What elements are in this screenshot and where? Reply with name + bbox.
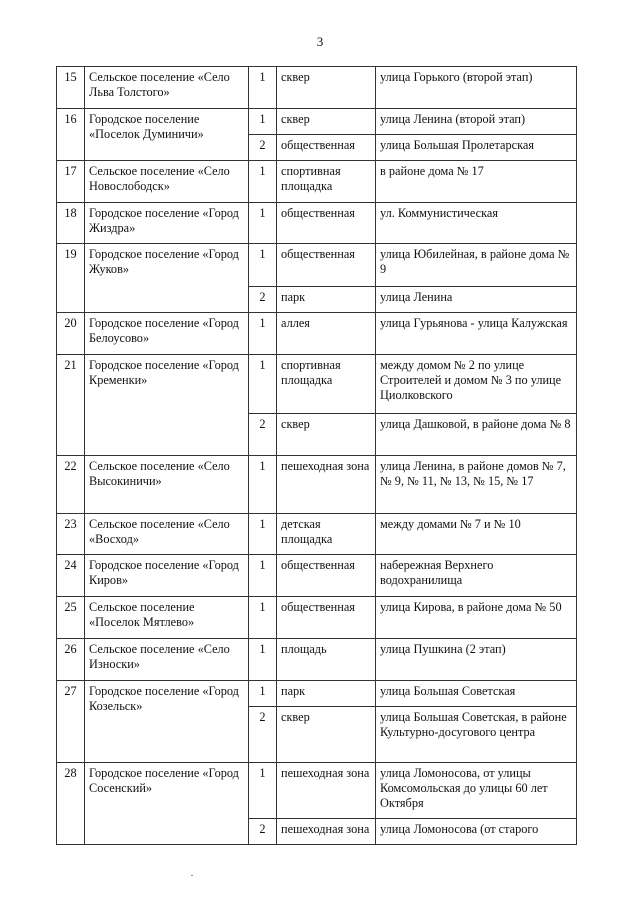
site-type: общественная xyxy=(277,244,376,287)
settlement-name: Сельское поселение «Поселок Мятлево» xyxy=(85,597,249,639)
row-number: 21 xyxy=(57,355,85,456)
site-address: улица Ленина xyxy=(376,287,577,313)
table-row xyxy=(57,355,577,414)
row-number: 15 xyxy=(57,67,85,109)
row-number: 19 xyxy=(57,244,85,313)
site-type: общественная xyxy=(277,135,376,161)
settlement-name: Сельское поселение «Село Высокиничи» xyxy=(85,456,249,514)
page-number: 3 xyxy=(316,34,324,49)
site-type: сквер xyxy=(277,67,376,109)
site-type: детская площадка xyxy=(277,514,376,555)
table-row xyxy=(57,597,577,639)
improvement-sites-table xyxy=(56,66,577,845)
item-index: 1 xyxy=(249,639,277,681)
site-type: пешеходная зона xyxy=(277,763,376,819)
row-number: 16 xyxy=(57,109,85,161)
settlement-name: Городское поселение «Город Кременки» xyxy=(85,355,249,456)
item-index: 1 xyxy=(249,109,277,135)
item-index: 1 xyxy=(249,514,277,555)
item-index: 1 xyxy=(249,597,277,639)
settlement-name: Городское поселение «Город Белоусово» xyxy=(85,313,249,355)
site-type: пешеходная зона xyxy=(277,819,376,845)
row-number: 22 xyxy=(57,456,85,514)
table-row xyxy=(57,514,577,555)
item-index: 1 xyxy=(249,681,277,707)
settlement-name: Городское поселение «Город Жуков» xyxy=(85,244,249,313)
site-address: улица Ленина, в районе домов № 7, № 9, № 11, № 13, № 15, № 17 xyxy=(376,456,577,514)
item-index: 1 xyxy=(249,203,277,244)
site-type: сквер xyxy=(277,414,376,456)
item-index: 1 xyxy=(249,67,277,109)
site-type: парк xyxy=(277,681,376,707)
site-address: улица Пушкина (2 этап) xyxy=(376,639,577,681)
table-row xyxy=(57,639,577,681)
settlement-name: Городское поселение «Город Киров» xyxy=(85,555,249,597)
row-number: 27 xyxy=(57,681,85,763)
row-number: 25 xyxy=(57,597,85,639)
site-type: аллея xyxy=(277,313,376,355)
table-row xyxy=(57,109,577,135)
site-address: улица Гурьянова - улица Калужская xyxy=(376,313,577,355)
site-address: улица Большая Пролетарская xyxy=(376,135,577,161)
row-number: 17 xyxy=(57,161,85,203)
row-number: 23 xyxy=(57,514,85,555)
site-address: в районе дома № 17 xyxy=(376,161,577,203)
item-index: 1 xyxy=(249,244,277,287)
settlement-name: Сельское поселение «Село Льва Толстого» xyxy=(85,67,249,109)
table-row xyxy=(57,161,577,203)
site-address: ул. Коммунистическая xyxy=(376,203,577,244)
site-type: сквер xyxy=(277,707,376,763)
site-type: площадь xyxy=(277,639,376,681)
site-type: сквер xyxy=(277,109,376,135)
settlement-name: Городское поселение «Город Козельск» xyxy=(85,681,249,763)
site-type: общественная xyxy=(277,597,376,639)
row-number: 26 xyxy=(57,639,85,681)
settlement-name: Городское поселение «Город Сосенский» xyxy=(85,763,249,845)
site-address: улица Ломоносова, от улицы Комсомольская до улицы 60 лет Октября xyxy=(376,763,577,819)
scan-speck xyxy=(191,875,193,876)
item-index: 1 xyxy=(249,161,277,203)
settlement-name: Сельское поселение «Село «Восход» xyxy=(85,514,249,555)
site-address: улица Ломоносова (от старого xyxy=(376,819,577,845)
site-type: пешеходная зона xyxy=(277,456,376,514)
table-row xyxy=(57,681,577,707)
settlement-name: Городское поселение «Поселок Думиничи» xyxy=(85,109,249,161)
site-address: улица Юбилейная, в районе дома № 9 xyxy=(376,244,577,287)
row-number: 18 xyxy=(57,203,85,244)
item-index: 1 xyxy=(249,456,277,514)
item-index: 2 xyxy=(249,414,277,456)
row-number: 20 xyxy=(57,313,85,355)
site-type: спортивная площадка xyxy=(277,355,376,414)
table-row xyxy=(57,244,577,287)
settlement-name: Сельское поселение «Село Износки» xyxy=(85,639,249,681)
table-row xyxy=(57,763,577,819)
item-index: 2 xyxy=(249,135,277,161)
site-type: спортивная площадка xyxy=(277,161,376,203)
site-address: между домами № 7 и № 10 xyxy=(376,514,577,555)
site-address: улица Кирова, в районе дома № 50 xyxy=(376,597,577,639)
table-body xyxy=(57,67,577,845)
row-number: 24 xyxy=(57,555,85,597)
site-type: парк xyxy=(277,287,376,313)
site-type: общественная xyxy=(277,555,376,597)
item-index: 1 xyxy=(249,763,277,819)
table-row xyxy=(57,67,577,109)
item-index: 1 xyxy=(249,555,277,597)
site-address: набережная Верхнего водохранилища xyxy=(376,555,577,597)
row-number: 28 xyxy=(57,763,85,845)
site-address: улица Большая Советская, в районе Культурно-досугового центра xyxy=(376,707,577,763)
site-address: улица Дашковой, в районе дома № 8 xyxy=(376,414,577,456)
item-index: 2 xyxy=(249,287,277,313)
site-address: улица Горького (второй этап) xyxy=(376,67,577,109)
table-row xyxy=(57,555,577,597)
table-row xyxy=(57,313,577,355)
item-index: 2 xyxy=(249,819,277,845)
settlement-name: Сельское поселение «Село Новослободск» xyxy=(85,161,249,203)
site-address: между домом № 2 по улице Строителей и домом № 3 по улице Циолковского xyxy=(376,355,577,414)
table-row xyxy=(57,456,577,514)
site-address: улица Ленина (второй этап) xyxy=(376,109,577,135)
site-address: улица Большая Советская xyxy=(376,681,577,707)
table-row xyxy=(57,203,577,244)
site-type: общественная xyxy=(277,203,376,244)
item-index: 1 xyxy=(249,355,277,414)
item-index: 2 xyxy=(249,707,277,763)
item-index: 1 xyxy=(249,313,277,355)
settlement-name: Городское поселение «Город Жиздра» xyxy=(85,203,249,244)
